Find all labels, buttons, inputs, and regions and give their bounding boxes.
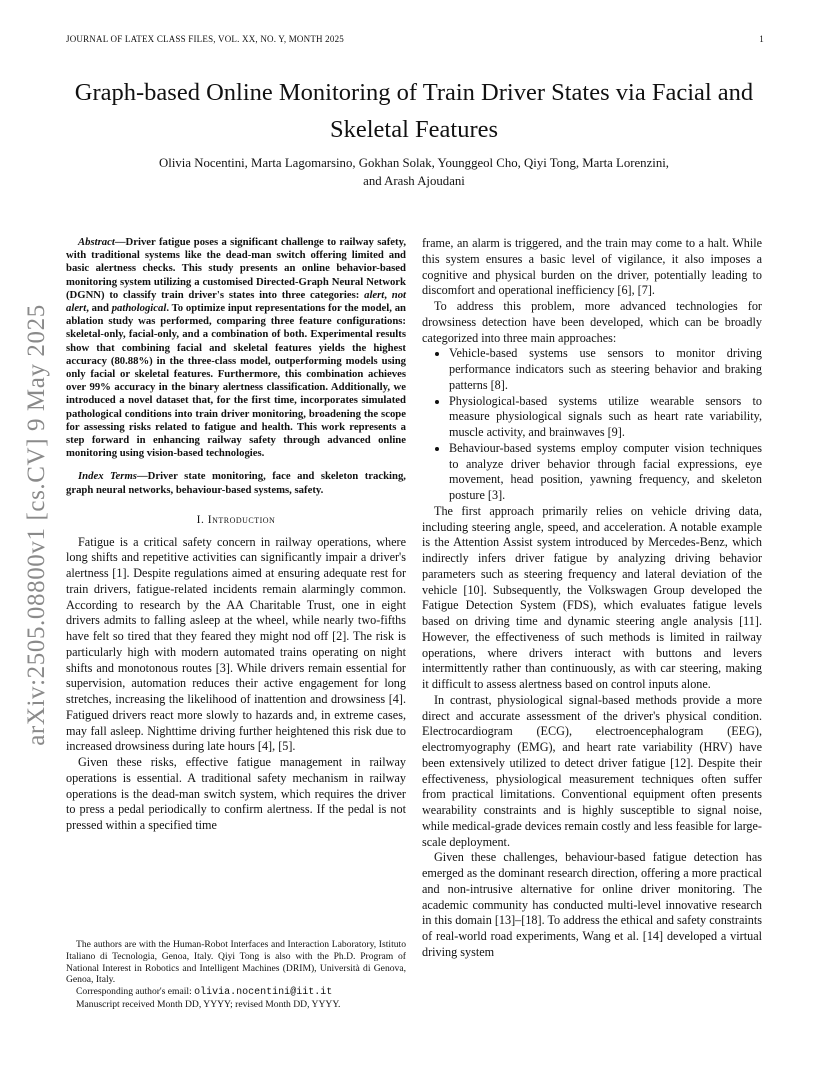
page-number: 1 [759,34,764,44]
index-terms-label: Index Terms [78,470,137,483]
footnote-affiliation: The authors are with the Human-Robot Interfaces and Interaction Laboratory, Istituto Italiano di Tecnologia, Genoa, Italy. Qiyi Tong is also with the Ph.D. Program of National Interest in Robotics and Intelligent Machines (DRIM), Università di Genova, Genoa, Italy. [66,939,406,986]
section-numeral: I. [196,513,208,526]
body-paragraph: In contrast, physiological signal-based methods provide a more direct and accurate assessment of the driver's physical condition. Electrocardiogram (ECG), electroencephalogram (EEG), electromyography (EMG), and heart rate variability (HRV) have been extensively utilized to detect driver fatigue [12]. Despite their effectiveness, physiological measurement techniques often suffer from practical limitations. Conventional equipment often presents wearability constraints and is highly susceptible to signal noise, while medical-grade devices remain costly and less feasible for large-scale deployment. [422,692,762,849]
list-item: • Vehicle-based systems use sensors to monitor driving performance indicators such as steering behavior and braking patterns [8]. [449,346,762,393]
corresponding-email: olivia.nocentini@iit.it [194,987,333,999]
authors-line-2: and Arash Ajoudani [363,174,465,188]
running-header [66,34,764,44]
index-terms: Index Terms—Driver state monitoring, face and skeleton tracking, graph neural networks, behaviour-based systems, safety. [66,470,406,496]
abstract-sep-1: , [384,288,392,301]
list-item: • Physiological-based systems utilize wearable sensors to measure physiological signals such as heart rate variability, muscle activity, and brainwaves [9]. [449,394,762,441]
footnote [66,939,406,1011]
section-heading-introduction [66,513,406,529]
journal-name: JOURNAL OF LATEX CLASS FILES, VOL. XX, NO. Y, MONTH 2025 [66,34,344,44]
class-alert: alert [364,288,385,301]
abstract-sep-2: , and [86,302,112,315]
index-terms-text: Driver state monitoring, face and skeleton tracking, graph neural networks, behaviour-based systems, safety. [66,470,406,496]
body-paragraph: frame, an alarm is triggered, and the train may come to a halt. While this system ensures a basic level of vigilance, it also imposes a cognitive and physical burden on the driver, potentially leading to discomfort and operational inefficiency [6], [7]. [422,236,762,298]
body-paragraph: The first approach primarily relies on vehicle driving data, including steering angle, speed, and acceleration. A notable example is the Attention Assist system introduced by Mercedes-Benz, which indirectly infers driver fatigue by analyzing driving behavior parameters such as steering frequency and lateral deviation of the vehicle [10]. Subsequently, the Volkswagen Group developed the Fatigue Detection System (FDS), which evaluates fatigue levels based on driving time and dynamic steering angle analysis [11]. However, the effectiveness of such methods is limited in railway operations, where drivers interact with buttons and levers intermittently rather than continuously, as with car steering, making it difficult to assess alertness based on control inputs alone. [422,503,762,691]
body-paragraph: Given these risks, effective fatigue management in railway operations is essential. A traditional safety mechanism in railway operations is the dead-man switch system, which requires the driver to press a pedal periodically to confirm alertness. If the pedal is not pressed within a specified time [66,755,406,833]
list-item: • Behaviour-based systems employ computer vision techniques to analyze driver behavior through facial expressions, eye movement, head position, yawning frequency, and skeleton posture [3]. [449,441,762,504]
section-title: Introduction [207,513,276,526]
class-not-alert: not alert [66,288,407,315]
footnote-email-line [66,986,406,999]
authors-line-1: Olivia Nocentini, Marta Lagomarsino, Gokhan Solak, Younggeol Cho, Qiyi Tong, Marta Lorenzini, [159,156,669,170]
footnote-manuscript: Manuscript received Month DD, YYYY; revised Month DD, YYYY. [76,998,341,1010]
abstract-label: Abstract [78,236,115,248]
arxiv-stamp [22,285,52,765]
body-paragraph: Given these challenges, behaviour-based fatigue detection has emerged as the dominant research direction, offering a more practical and non-intrusive alternative for online driver monitoring. The academic community has conducted multi-level innovative research in this domain [13]–[18]. To address the ethical and safety constraints of real-world road experiments, Wang et al. [14] developed a virtual driving system [422,850,762,959]
abstract: Abstract—Driver fatigue poses a significant challenge to railway safety, with traditional systems like the dead-man switch offering limited and basic alertness checks. This study presents an online behavior-based monitoring system utilizing a customised Directed-Graph Neural Network (DGNN) to classify train driver's states into three categories: alert, not alert, and pathological. To optimize input representations for the model, an ablation study was performed, comparing three feature configurations: skeletal-only, facial-only, and a combination of both. Experimental results show that combining facial and skeletal features yields the highest accuracy (80.88%) in the three-class model, outperforming models using only facial or skeletal features. Furthermore, this combination achieves over 99% accuracy in the binary alertness classification. Additionally, we introduced a novel dataset that, for the first time, incorporates simulated pathological conditions into train driver monitoring, broadening the scope for assessing risks related to fatigue and health. This work represents a step forward in enhancing railway safety through advanced online monitoring using vision-based technologies. [66,236,407,460]
footnote-email-label: Corresponding author's email: [76,986,195,998]
left-column [66,236,406,834]
class-pathological: pathological [111,302,167,315]
body-paragraph: Fatigue is a critical safety concern in railway operations, where long shifts and repetitive activities can significantly impair a driver's alertness [1]. Despite regulations aimed at ensuring adequate rest for train drivers, fatigue-related incidents remain alarmingly common. According to research by the AA Charitable Trust, one in eight drivers admits to falling asleep at the wheel, while nearly two-fifths have felt so tired that they feared they might nod off [2]. The risk is particularly high with modern automated trains operating on night shifts and monotonous routes [3]. While drivers remain essential for supervision, automation reduces their active engagement for long stretches, increasing the likelihood of inattention and drowsiness [4]. Fatigued drivers react more slowly to hazards and, in extreme cases, may fall asleep. Nighttime driving further heightened this risk due to increased drowsiness during late hours [4], [5]. [66,534,406,754]
approaches-list [422,346,762,504]
abstract-text-2: . To optimize input representations for the model, an ablation study was performed, comparing three feature configurations: skeletal-only, facial-only, and a combination of both. Experimental results show that combining facial and skeletal features yields the highest accuracy (80.88%) in the three-class model, outperforming models using only facial or skeletal features. Furthermore, this combination achieves over 99% accuracy in the binary alertness classification. Additionally, we introduced a novel dataset that, for the first time, incorporates simulated pathological conditions into train driver monitoring, broadening the scope for assessing risks related to fatigue and health. This work represents a step forward in enhancing railway safety through advanced online monitoring using vision-based technologies. [66,302,407,460]
body-paragraph: To address this problem, more advanced technologies for drowsiness detection have been developed, which can be broadly categorized into three main approaches: [422,299,762,345]
paper-title: Graph-based Online Monitoring of Train Driver States via Facial and Skeletal Features [74,79,754,143]
arxiv-stamp-text: arXiv:2505.08800v1 [cs.CV] 9 May 2025 [23,304,50,746]
author-list [90,154,738,190]
abstract-text-1: Driver fatigue poses a significant challenge to railway safety, with traditional systems like the dead-man switch offering limited and basic alertness checks. This study presents an online behavior-based monitoring system utilizing a customised Directed-Graph Neural Network (DGNN) to classify train driver's states into three categories: [66,236,406,301]
right-column [422,236,762,961]
